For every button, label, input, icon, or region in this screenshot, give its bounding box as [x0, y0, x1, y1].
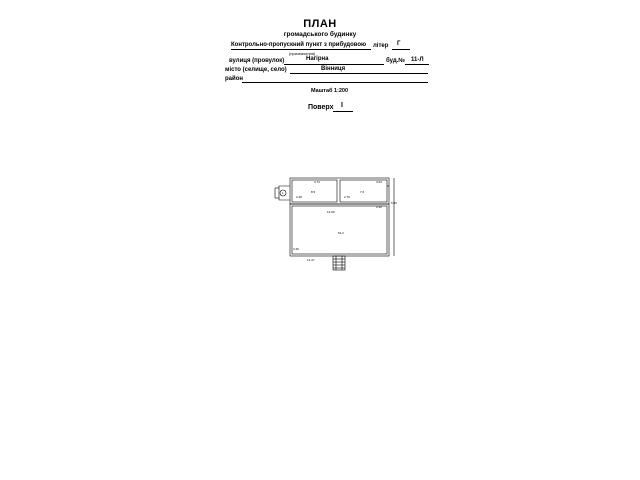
city-value: Вінниця — [321, 66, 346, 72]
dim-bottom-width: 12.47 — [307, 258, 315, 262]
entrance-marker-label: 1 — [282, 191, 284, 195]
building-value: 11-Л — [411, 57, 424, 63]
building-label: буд.№ — [386, 58, 405, 64]
area-room-1: 8.5 — [311, 190, 316, 194]
dim-room2-side: 2.76 — [344, 195, 350, 199]
hall-inner — [292, 206, 387, 254]
purpose-note: (призначення) — [289, 51, 316, 56]
dim-room1-side: 2.48 — [296, 195, 302, 199]
plan-title: ПЛАН — [303, 18, 337, 30]
dim-room1-width: 3.73 — [314, 180, 320, 184]
floor-value: І — [341, 102, 343, 109]
liter-value: Г — [397, 41, 401, 47]
plan-subtitle: громадського будинку — [283, 31, 357, 38]
street-value: Нагірна — [306, 56, 329, 62]
purpose-label: Контрольно-пропускний пункт з прибудовою — [231, 42, 367, 48]
city-label: місто (селище, село) — [225, 67, 287, 73]
left-porch — [279, 186, 290, 200]
top-outline — [290, 178, 389, 204]
dim-left-height: 3.46 — [293, 247, 299, 251]
dim-hall-width: 14.90 — [327, 210, 335, 214]
dim-right-height: 5.86 — [391, 201, 397, 205]
dim-right-small: 2.30 — [376, 205, 382, 209]
scale-label: Маштаб 1:200 — [311, 88, 349, 94]
dim-room2-width: 3.64 — [376, 180, 382, 184]
floor-label: Поверх — [308, 104, 334, 111]
liter-label: літер — [373, 43, 389, 49]
area-hall: 51.2 — [338, 231, 344, 235]
area-room-2: 7.6 — [360, 190, 365, 194]
hall-outer — [290, 204, 389, 256]
district-label: район — [225, 76, 243, 82]
street-label: вулиця (провулок) — [229, 58, 285, 64]
